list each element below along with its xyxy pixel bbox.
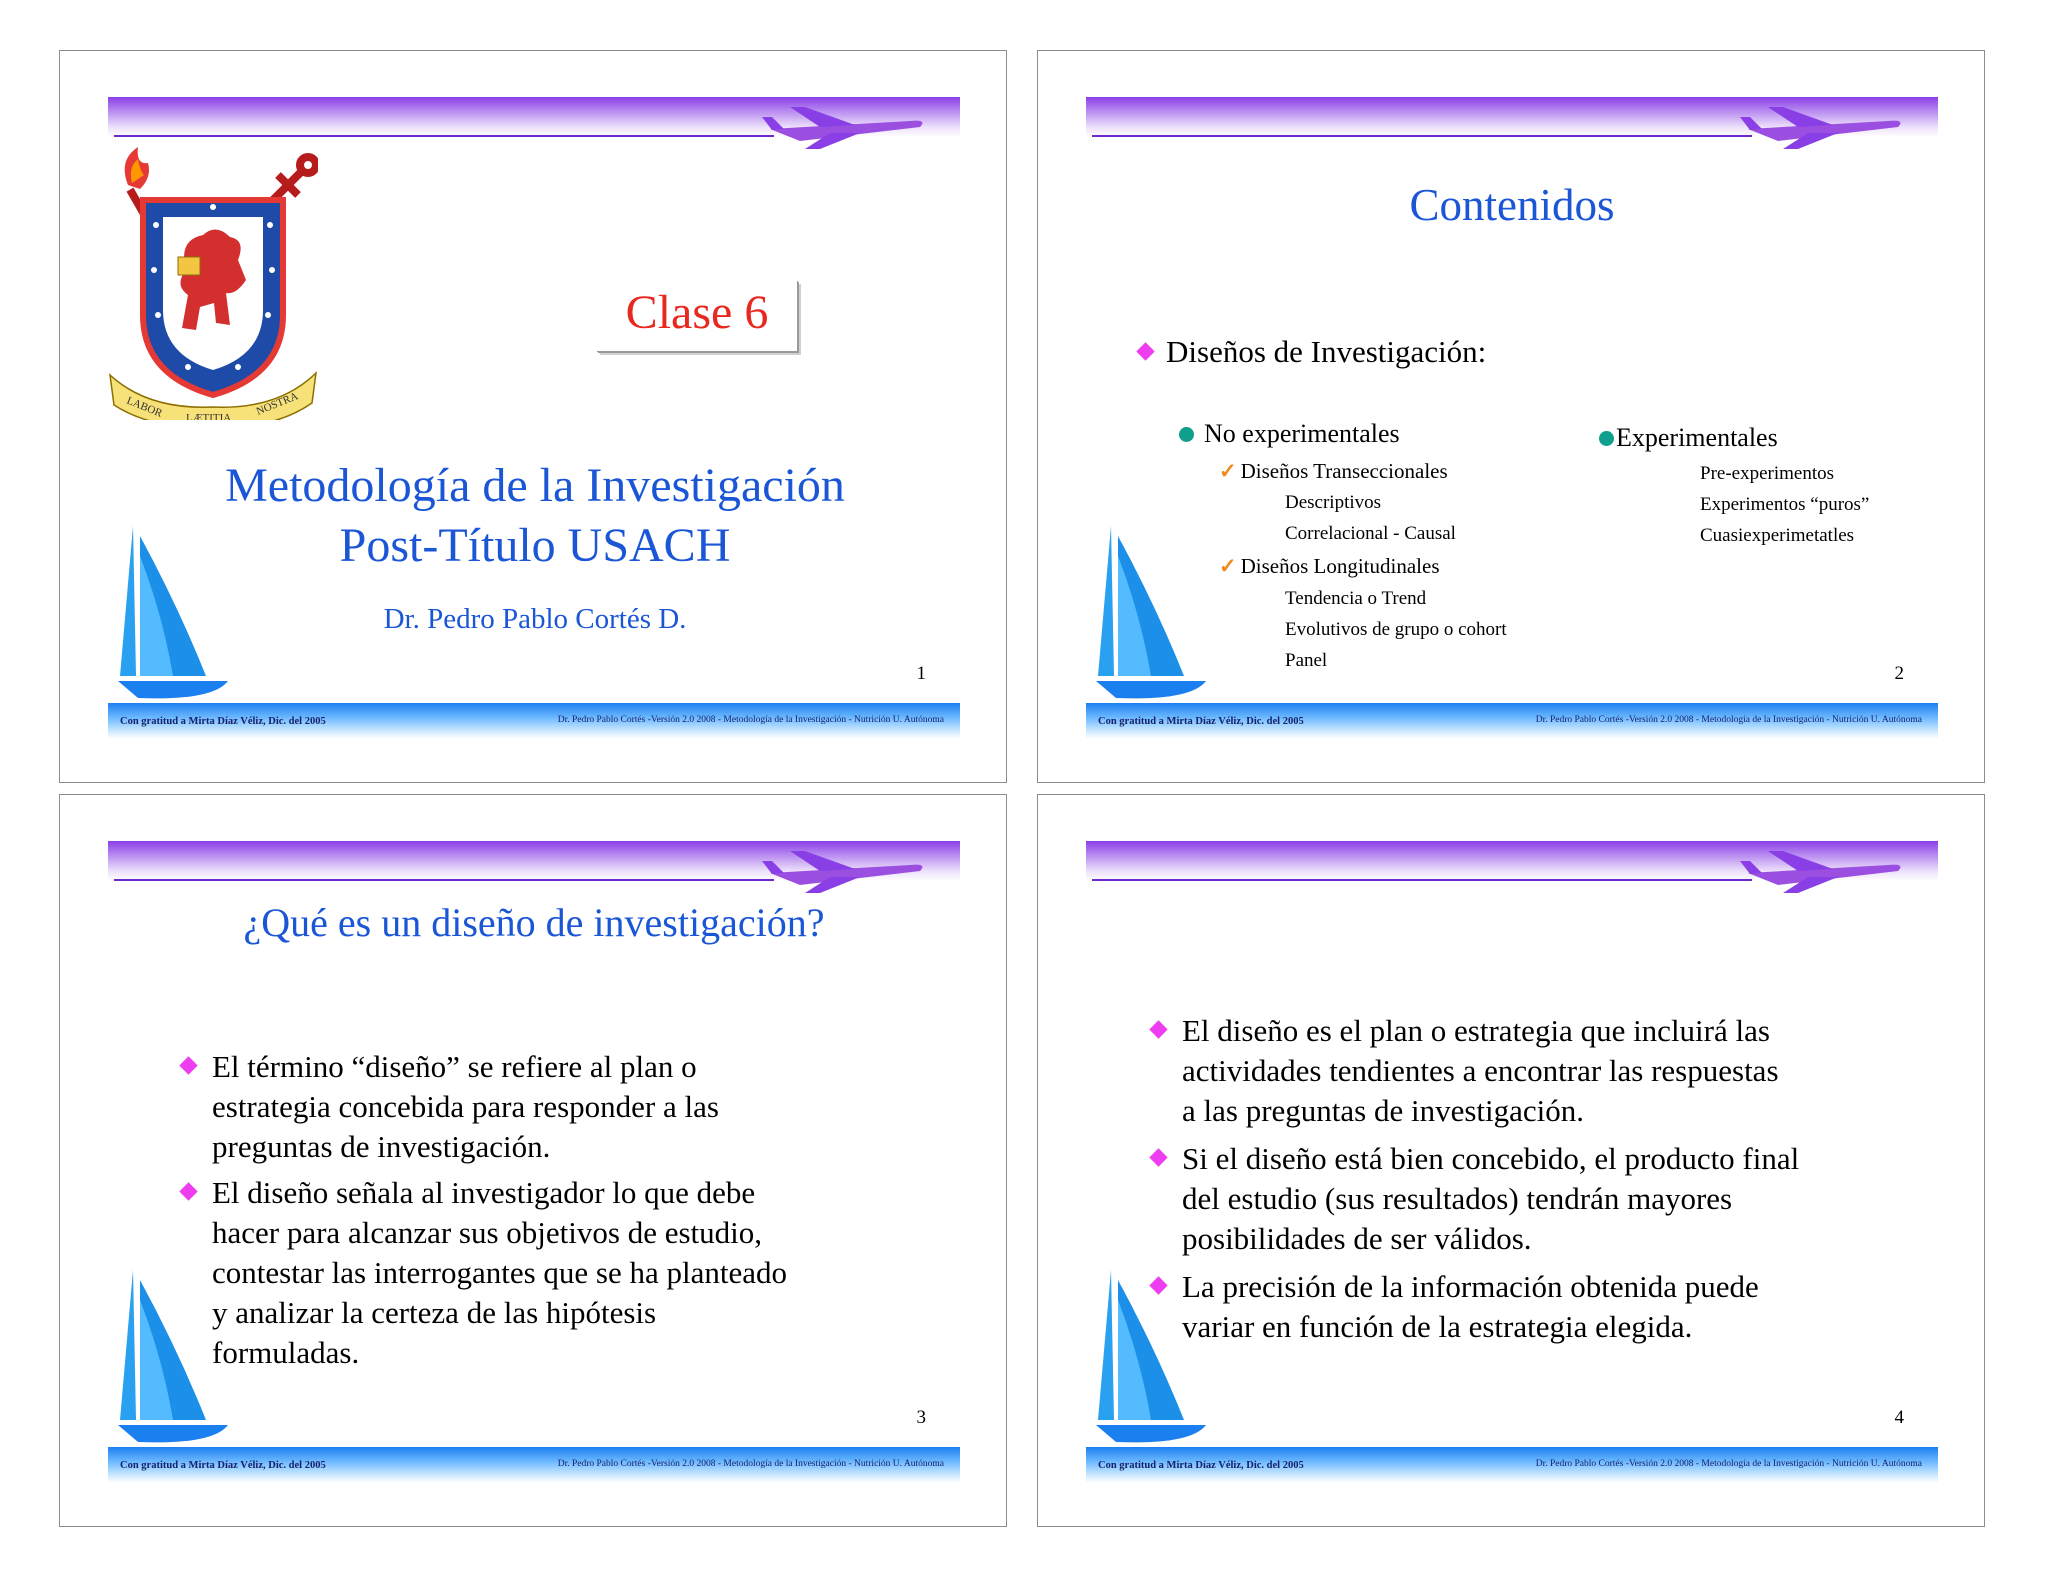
bullet-line: a las preguntas de investigación. (1182, 1093, 1585, 1128)
footer-left: Con gratitud a Mirta Díaz Véliz, Dic. del 2005 (1098, 1460, 1304, 1471)
airplane-icon (760, 843, 930, 893)
page-number: 2 (1894, 663, 1904, 684)
page-number: 4 (1894, 1407, 1904, 1428)
list-item: Experimentos “puros” (1700, 494, 1870, 515)
slide-3 (59, 794, 1007, 1527)
sailboat-icon (1096, 526, 1206, 706)
slide-4 (1037, 794, 1985, 1527)
crest-logo (108, 145, 318, 420)
top-divider-line (114, 879, 774, 881)
list-item: Tendencia o Trend (1285, 588, 1427, 609)
svg-text:NOSTRA: NOSTRA (254, 390, 300, 418)
top-divider-line (1092, 135, 1752, 137)
slide2-title: Contenidos (1409, 180, 1615, 230)
bullet-line: El diseño señala al investigador lo que debe (212, 1175, 756, 1210)
clase-title: Clase 6 (625, 286, 769, 339)
sailboat-icon (118, 526, 228, 706)
checkmark-icon: ✓ (1219, 554, 1237, 578)
bullet-line: contestar las interrogantes que se ha planteado (212, 1255, 787, 1290)
dot-bullet-icon (1599, 431, 1614, 446)
sailboat-icon (1096, 1270, 1206, 1450)
group-transeccionales (1219, 459, 1448, 484)
bullet-line: El diseño es el plan o estrategia que incluirá las (1182, 1013, 1770, 1048)
airplane-icon (760, 99, 930, 149)
page-number: 1 (916, 663, 926, 684)
bullet-line: actividades tendientes a encontrar las respuestas (1182, 1053, 1779, 1088)
slide1-author: Dr. Pedro Pablo Cortés D. (383, 603, 687, 635)
slide3-bullet-2 (212, 1173, 932, 1373)
footer-right: Dr. Pedro Pablo Cortés -Versión 2.0 2008 - Metodología de la Investigación - Nutrición U. Autónoma (1535, 715, 1922, 725)
list-item: Cuasiexperimetatles (1700, 525, 1855, 546)
footer-right: Dr. Pedro Pablo Cortés -Versión 2.0 2008 - Metodología de la Investigación - Nutrición U. Autónoma (557, 1459, 944, 1469)
svg-text:LÆTITIA: LÆTITIA (186, 412, 232, 420)
top-divider-line (1092, 879, 1752, 881)
slide2-main-bullet (1139, 334, 1486, 370)
slide4-bullet-2 (1182, 1139, 1942, 1259)
list-item: Descriptivos (1285, 492, 1382, 513)
group-longitudinales (1219, 554, 1440, 579)
slide-2 (1037, 50, 1985, 783)
bullet-line: El término “diseño” se refiere al plan o (212, 1049, 697, 1084)
svg-text:LABOR: LABOR (124, 394, 164, 420)
diamond-bullet-icon (1136, 343, 1154, 361)
footer-left: Con gratitud a Mirta Díaz Véliz, Dic. del 2005 (1098, 716, 1304, 727)
slide4-bullet-1 (1182, 1011, 1942, 1131)
page-number: 3 (916, 1407, 926, 1428)
group-label: Diseños Transeccionales (1240, 459, 1448, 483)
top-divider-line (114, 135, 774, 137)
slide-1 (59, 50, 1007, 783)
list-item: Evolutivos de grupo o cohort (1285, 619, 1507, 640)
bullet-line: La precisión de la información obtenida puede (1182, 1269, 1759, 1304)
slide1-main-title (140, 456, 930, 576)
bullet-line: formuladas. (212, 1335, 360, 1370)
diamond-bullet-icon (1149, 1020, 1167, 1038)
slide1-title-line1: Metodología de la Investigación (225, 459, 845, 512)
diamond-bullet-icon (1149, 1148, 1167, 1166)
bullet-line: del estudio (sus resultados) tendrán mayores (1182, 1181, 1733, 1216)
slide1-title-line2: Post-Título USACH (339, 519, 731, 572)
checkmark-icon: ✓ (1219, 459, 1237, 483)
experimental-heading (1599, 423, 1778, 453)
bullet-line: estrategia concebida para responder a las (212, 1089, 719, 1124)
list-item: Panel (1285, 650, 1328, 671)
non-experimental-heading (1179, 419, 1400, 449)
dot-bullet-icon (1179, 427, 1194, 442)
bullet-line: hacer para alcanzar sus objetivos de estudio, (212, 1215, 763, 1250)
footer-right: Dr. Pedro Pablo Cortés -Versión 2.0 2008 - Metodología de la Investigación - Nutrición U. Autónoma (1535, 1459, 1922, 1469)
group-label: Diseños Longitudinales (1240, 554, 1440, 578)
diamond-bullet-icon (179, 1182, 197, 1200)
footer-right: Dr. Pedro Pablo Cortés -Versión 2.0 2008 - Metodología de la Investigación - Nutrición U. Autónoma (557, 715, 944, 725)
airplane-icon (1738, 99, 1908, 149)
non-experimental-label: No experimentales (1204, 419, 1400, 448)
bullet-line: y analizar la certeza de las hipótesis (212, 1295, 657, 1330)
slide2-main-bullet-text: Diseños de Investigación: (1166, 334, 1487, 369)
diamond-bullet-icon (179, 1056, 197, 1074)
list-item: Correlacional - Causal (1285, 523, 1456, 544)
bullet-line: variar en función de la estrategia elegida. (1182, 1309, 1693, 1344)
slide3-bullet-1 (212, 1047, 912, 1167)
bullet-line: posibilidades de ser válidos. (1182, 1221, 1532, 1256)
slide4-bullet-3 (1182, 1267, 1942, 1347)
list-item: Pre-experimentos (1700, 463, 1835, 484)
footer-left: Con gratitud a Mirta Díaz Véliz, Dic. del 2005 (120, 1460, 326, 1471)
footer-left: Con gratitud a Mirta Díaz Véliz, Dic. del 2005 (120, 716, 326, 727)
slide3-title: ¿Qué es un diseño de investigación? (243, 900, 825, 945)
bullet-line: preguntas de investigación. (212, 1129, 551, 1164)
clase-title-box (597, 281, 798, 352)
experimental-label: Experimentales (1616, 423, 1778, 452)
airplane-icon (1738, 843, 1908, 893)
bullet-line: Si el diseño está bien concebido, el producto final (1182, 1141, 1800, 1176)
sailboat-icon (118, 1270, 228, 1450)
